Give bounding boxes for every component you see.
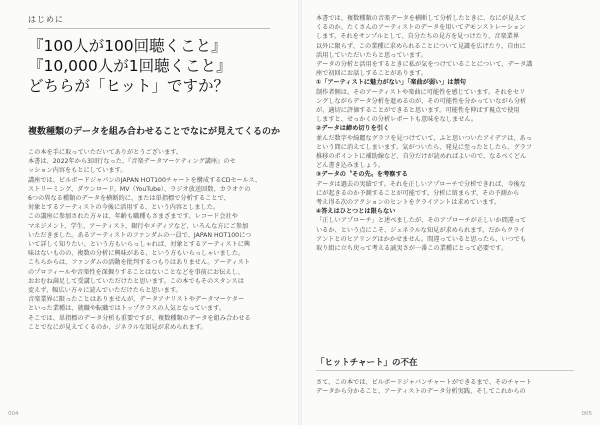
text-line: ストリーミング、ダウンロード、MV（YouTube）、ラジオ放送回数、カラオケの (28, 185, 251, 193)
text-line: ことでなにが見えてくるのか、ジネラルな知見が求められます。 (28, 323, 207, 331)
text-line: いただきました。あるアーティストのファンダムの一員で、JAPAN HOT100につ (28, 231, 252, 239)
body-text (316, 14, 576, 253)
text-line: といった業種は、就職や転職ではトップクラスの人気となっています。 (28, 305, 225, 313)
page-number: 004 (8, 411, 19, 417)
text-line: 活用していただいたらと思っています。 (316, 51, 427, 59)
title-line: 『100人が100回聴くこと』 (28, 37, 227, 55)
text-line: くるのか、たくさんのアーティストのデータを用いてデモンストレーション (316, 24, 526, 32)
text-line: 並んだ数字や綺麗なグラフを見つけていて、ふと思いついたアイデアは、あっ (316, 134, 532, 142)
text-line: アントとのヒアリングはかかせません。間違っていると思ったら、いつでも (316, 235, 527, 243)
text-line: データの分析と活用をするときに私が気をつけていることについて、データ講 (316, 61, 533, 69)
text-line: 本書では、複数種類の音楽データを横断して分析したときに、なにが見えて (316, 15, 527, 22)
body-text (28, 148, 278, 332)
section-body (316, 378, 576, 396)
text-line: データは過去の実績です。それを正しいアプローチで分析できれば、今後な (316, 180, 526, 188)
text-line: 講座では、ビルボードジャパンのJAPAN HOT100チャートを構成するCDセールス、 (28, 176, 262, 184)
subtitle: 複数種類のデータを組み合わせることでなにが見えてくるのか (28, 127, 281, 137)
page-number: 005 (581, 411, 592, 417)
text-line: という間に消えてしまいます。気がついたら、発見に至ったとしたら、グラフ (316, 143, 533, 151)
text-line: 考え得る次のアクションのヒントをクライアントは求めています。 (316, 199, 501, 207)
text-line: おおむね満足して受講していただけたと思います。この本でもそのスタンスは (28, 277, 244, 285)
text-line: 音楽業界に限ったことはありませんが、データアナリストやデータマーケター (28, 296, 245, 304)
numbered-heading: ②データは締め切りを引く (316, 125, 390, 133)
section-rule (316, 370, 574, 371)
text-line: マネジメント、学生、アーティスト、銀行やメディアなど、いろんな方にご参加 (28, 222, 249, 230)
text-line: こちらからは、ファンダムの活動を批判するつもりはありません。アーティスト (28, 259, 251, 267)
text-line: 本書は、2022年から3回行なった、『音楽データマーケティング講座』のセ (28, 158, 236, 166)
text-line: この本を手に取っていただいてありがとうございます。 (28, 149, 183, 156)
text-line: 制作者側は、そのアーティストや楽曲に可能性を感じています。それをセリ (316, 88, 526, 96)
text-line: さて、この本では、ビルボードジャパンチャートができるまで、そのチャート (316, 379, 532, 386)
text-line: しますと、せっかくの分析レポートも意味をなしません。 (316, 116, 478, 124)
text-line: 対象とするアーティストの今後に活用する、という内容としました。 (28, 204, 220, 212)
page-title (28, 36, 278, 96)
text-line: どん書き込みましょう。 (316, 162, 385, 170)
chapter-label: はじめに (28, 15, 64, 24)
text-line: 取り組に立ち戻って考える誠実さが一番この業種にとって必要です。 (316, 245, 508, 253)
header-rule (28, 28, 270, 29)
text-line: ッション内容をもとにしています。 (28, 167, 127, 175)
text-line: 6つの異なる種類のデータを横断的に、または単指標で分析することで、 (28, 195, 230, 203)
text-line: が、適切に評価することができると思います。可能性を伸ばす視点で使用 (316, 107, 520, 115)
text-line: のプロフィールや音楽性を深掘りすることはないことなどを事前にお伝えし、 (28, 268, 244, 276)
section-heading: 「ヒットチャート」の不在 (316, 358, 418, 368)
text-line: にが起きるのか予測することが可能です。分析に留まらず、その予測から (316, 189, 520, 197)
text-line: この講座に参加された方々は、年齢も職種もさまざまです。レコード会社や (28, 213, 238, 221)
title-line: どちらが「ヒット」ですか？ (28, 77, 230, 95)
text-line: ングしながらデータ分析を進めるのが、その可能性を分かっていながら分析 (316, 97, 527, 105)
text-line: 変えず、幅広い方々に読んでいただけたらと思います。 (28, 287, 182, 295)
text-line: 推移のポイントに補助線など、自分だけが読めればよいので、なるべくどん (316, 153, 527, 161)
text-line: 「正しいアプローチ」と述べましたが、そのアプローチが正しいか間違って (316, 217, 527, 225)
text-line: いるか、という点にこそ、ジェネラルな知見が求められます。だからクライ (316, 226, 526, 234)
title-line: 『10,000人が1回聴くこと』 (28, 57, 232, 75)
text-line: します。それをサンプルとして、自分たちの見方を見つけたり、音楽業界 (316, 33, 520, 41)
text-line: データから分かること、アーティストのデータ分析実践、そしてこれからの (316, 388, 526, 396)
text-line: 座で初回にお話しすることがあります。 (316, 70, 427, 78)
text-line: 以外に限らず、この業種に求められることについて見識を広げたり、自由に (316, 42, 526, 50)
right-page (300, 0, 600, 425)
numbered-heading: ④答えはひとつとは限らない (316, 208, 396, 216)
numbered-heading: ③データの〝その先〟を考察する (316, 171, 408, 179)
text-line: いて詳しく知りたい、という方もいらっしゃれば、対象とするアーティストに興 (28, 241, 251, 249)
text-line: そこでは、単指標のデータ分析も重要ですが、複数種類のデータを組み合わせる (28, 314, 251, 322)
numbered-heading: ①「アーティストに魅力がない」「楽曲が弱い」は禁句 (316, 79, 466, 87)
text-line: 味はないものの、複数の分析に興味がある、という方もいらっしゃいました。 (28, 250, 245, 258)
